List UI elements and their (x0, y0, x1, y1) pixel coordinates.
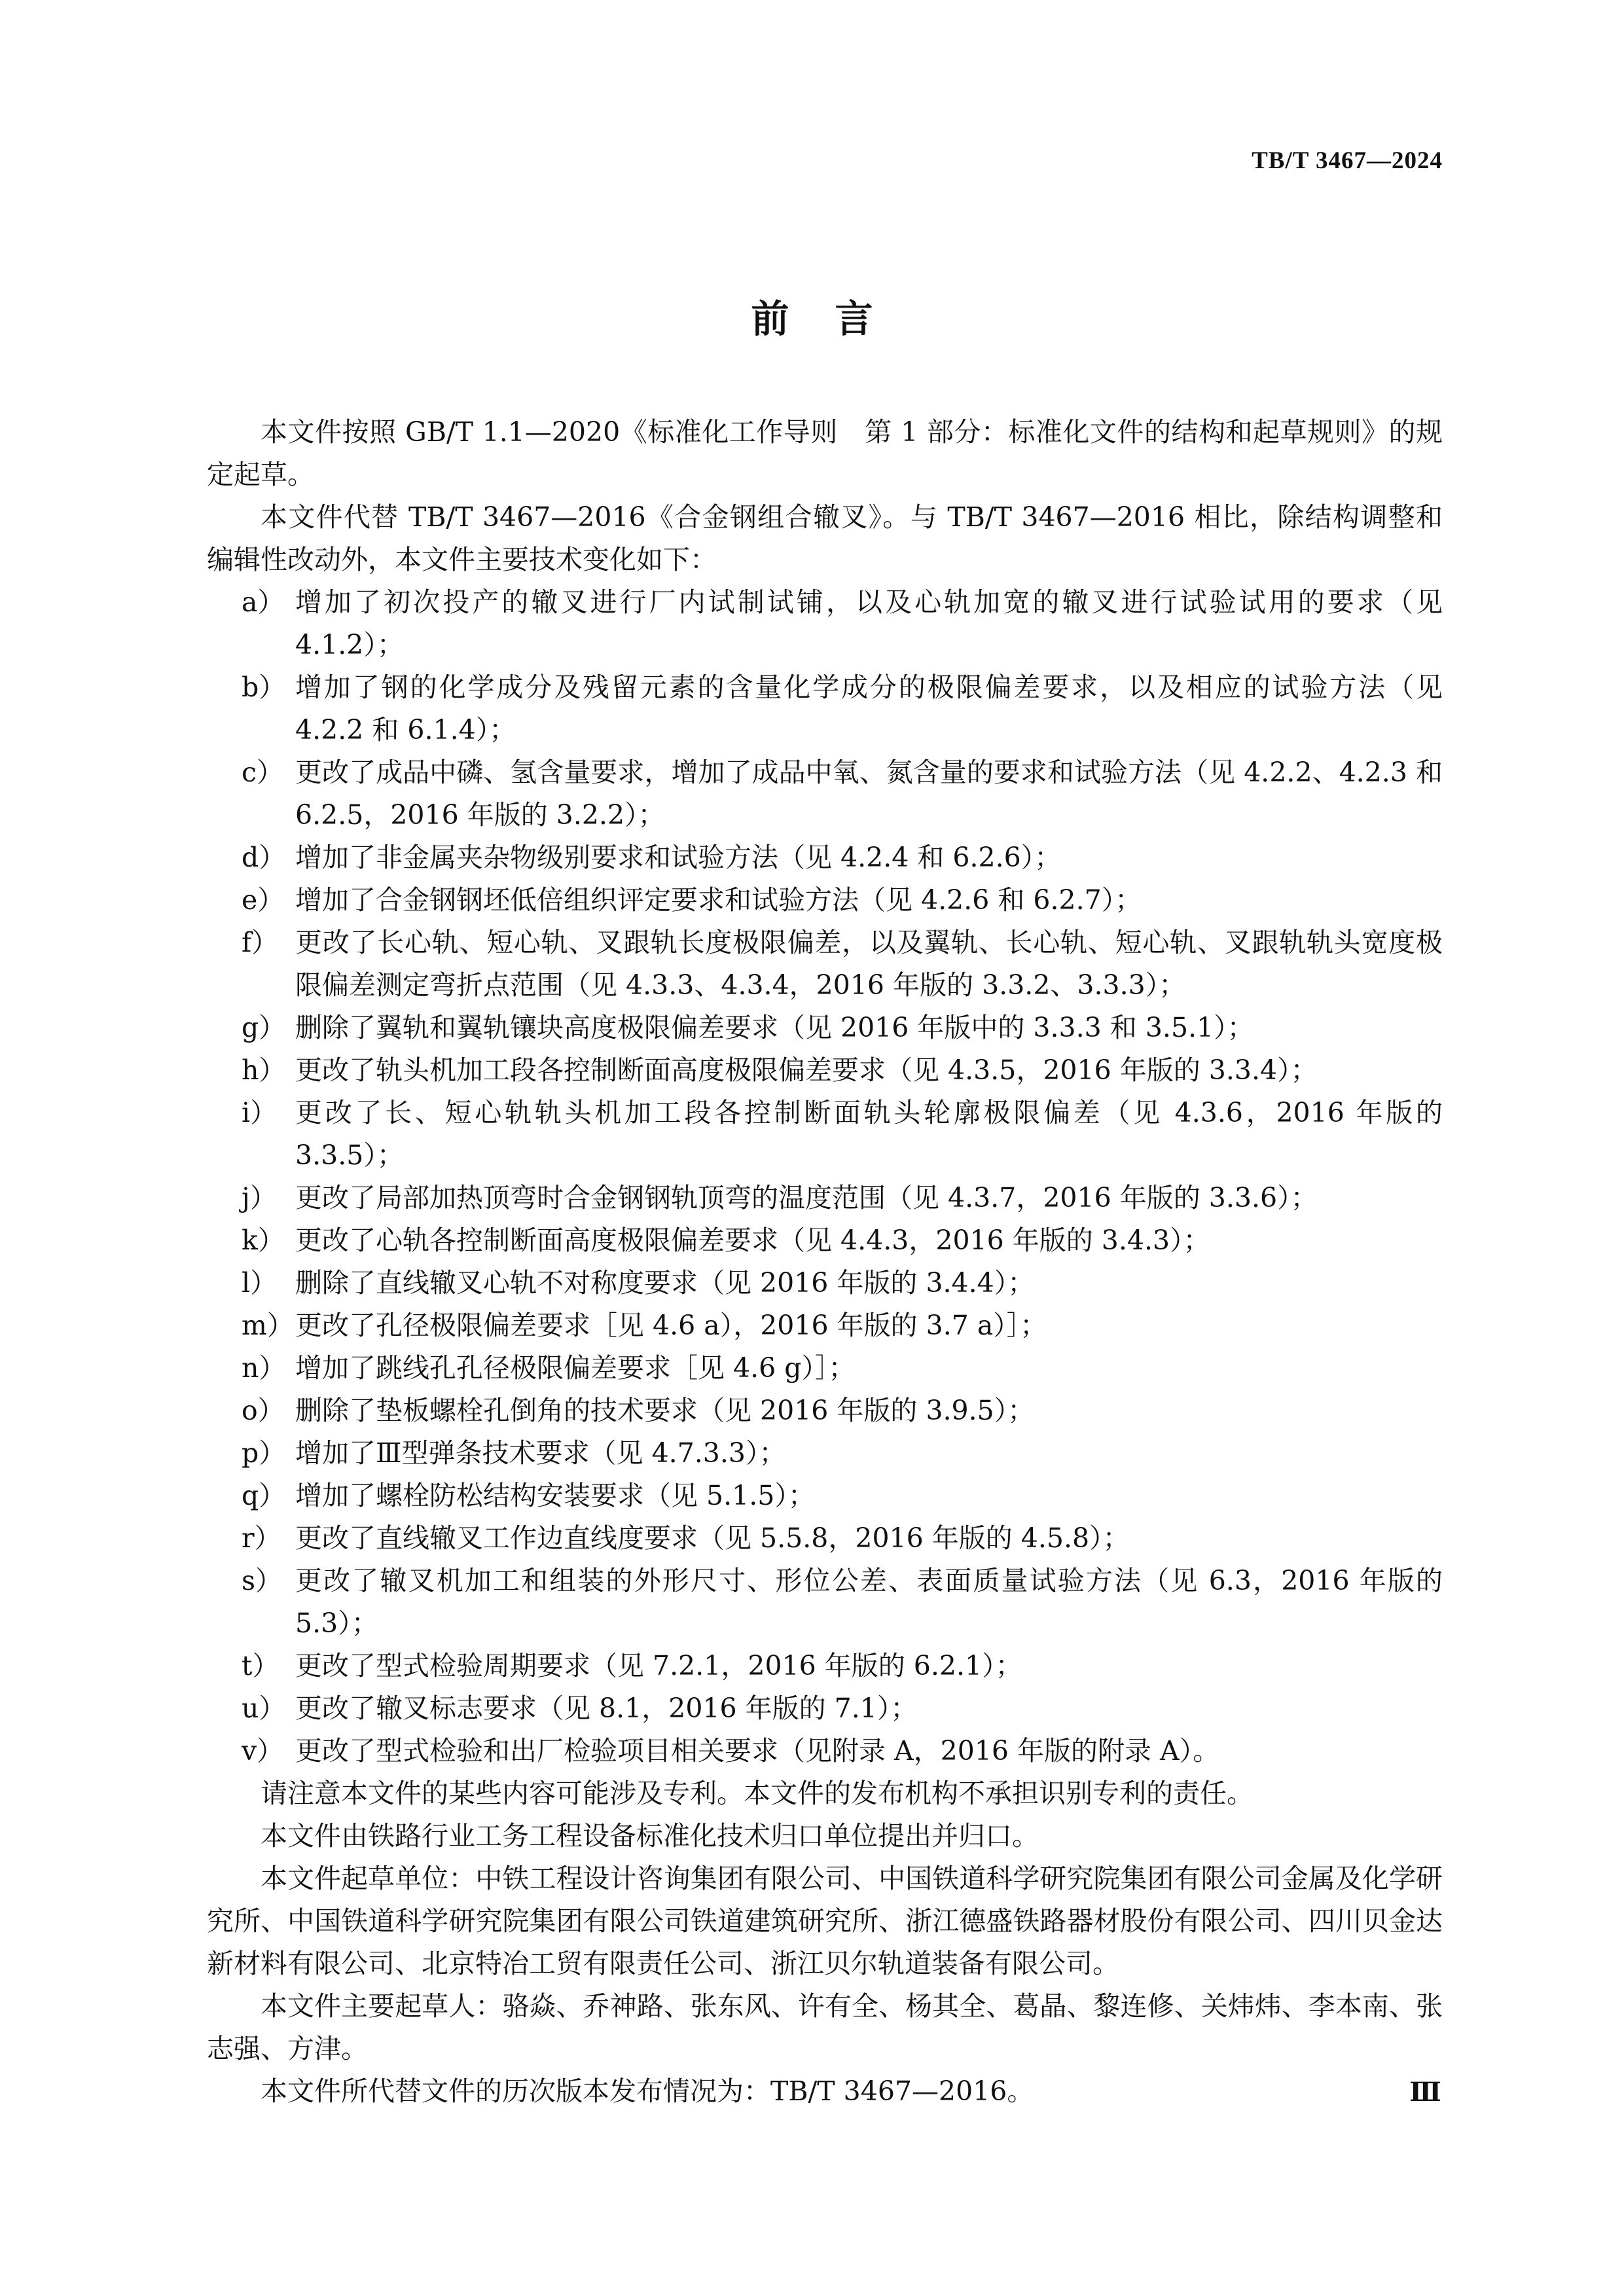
list-item (207, 1049, 1443, 1092)
list-item (207, 836, 1443, 879)
list-item-text: 更改了轨头机加工段各控制断面高度极限偏差要求（见 4.3.5，2016 年版的 3.3.4）； (295, 1054, 1318, 1086)
list-item-marker: s） (242, 1565, 283, 1596)
list-item-text: 删除了翼轨和翼轨镶块高度极限偏差要求（见 2016 年版中的 3.3.3 和 3.5.1）； (295, 1012, 1254, 1043)
list-item (207, 1432, 1443, 1475)
list-item-marker: q） (242, 1480, 286, 1511)
list-item (207, 1730, 1443, 1772)
list-item-text: 更改了局部加热顶弯时合金钢钢轨顶弯的温度范围（见 4.3.7，2016 年版的 3.3.6）； (295, 1182, 1318, 1213)
list-item-text: 删除了垫板螺栓孔倒角的技术要求（见 2016 年版的 3.9.5）； (295, 1395, 1035, 1426)
list-item-text: 更改了长心轨、短心轨、叉跟轨长度极限偏差，以及翼轨、长心轨、短心轨、叉跟轨轨头宽度极限偏差测定弯折点范围（见 4.3.3、4.3.4，2016 年版的 3.3.2、3.3.3）； (295, 927, 1443, 1001)
list-item (207, 1645, 1443, 1687)
list-item (207, 1219, 1443, 1262)
list-item-marker: n） (242, 1352, 286, 1384)
list-item-marker: b） (242, 672, 286, 703)
list-item-text: 增加了Ⅲ型弹条技术要求（见 4.7.3.3）； (295, 1437, 786, 1469)
intro-paragraph: 本文件按照 GB/T 1.1—2020《标准化工作导则 第 1 部分：标准化文件的结构和起草规则》的规定起草。 (207, 416, 1443, 490)
list-item-marker: m） (242, 1310, 294, 1341)
list-item-marker: h） (242, 1054, 286, 1086)
list-item (207, 1092, 1443, 1177)
list-item-marker: g） (242, 1012, 286, 1043)
list-item-marker: v） (242, 1735, 284, 1767)
list-item-marker: i） (242, 1097, 278, 1128)
list-item-text: 更改了心轨各控制断面高度极限偏差要求（见 4.4.3，2016 年版的 3.4.3）； (295, 1225, 1210, 1256)
list-item (207, 581, 1443, 666)
list-item-marker: c） (242, 757, 283, 788)
list-item (207, 1517, 1443, 1560)
document-body (207, 411, 1443, 2113)
page-title: 前言 (751, 296, 919, 341)
list-item-text: 更改了型式检验和出厂检验项目相关要求（见附录 A，2016 年版的附录 A）。 (295, 1735, 1220, 1767)
list-item-text: 更改了孔径极限偏差要求［见 4.6 a），2016 年版的 3.7 a）］； (295, 1310, 1047, 1341)
list-item-text: 更改了辙叉机加工和组装的外形尺寸、形位公差、表面质量试验方法（见 6.3，2016 年版的 5.3）； (295, 1565, 1443, 1639)
list-item (207, 1560, 1443, 1645)
list-item-marker: u） (242, 1693, 286, 1724)
list-item-text: 更改了型式检验周期要求（见 7.2.1，2016 年版的 6.2.1）； (295, 1650, 1022, 1681)
list-item-text: 更改了辙叉标志要求（见 8.1，2016 年版的 7.1）； (295, 1693, 918, 1724)
list-item-text: 增加了螺栓防松结构安装要求（见 5.1.5）； (295, 1480, 815, 1511)
list-item (207, 1347, 1443, 1390)
list-item (207, 751, 1443, 836)
list-item-text: 更改了长、短心轨轨头机加工段各控制断面轨头轮廓极限偏差（见 4.3.6，2016 年版的 3.3.5）； (295, 1097, 1443, 1171)
list-item (207, 879, 1443, 922)
list-item-marker: d） (242, 842, 286, 873)
drafting-units: 本文件起草单位：中铁工程设计咨询集团有限公司、中国铁道科学研究院集团有限公司金属及化学研究所、中国铁道科学研究院集团有限公司铁道建筑研究所、浙江德盛铁路器材股份有限公司、四川贝金达新材料有限公司、北京特冶工贸有限责任公司、浙江贝尔轨道装备有限公司。 (207, 1863, 1443, 1979)
list-item-marker: o） (242, 1395, 285, 1426)
version-history: 本文件所代替文件的历次版本发布情况为：TB/T 3467—2016。 (261, 2075, 1034, 2107)
list-item (207, 1177, 1443, 1219)
list-item-text: 增加了钢的化学成分及残留元素的含量化学成分的极限偏差要求，以及相应的试验方法（见 4.2.2 和 6.1.4）； (295, 672, 1443, 745)
list-item (207, 666, 1443, 751)
list-item-marker: k） (242, 1225, 285, 1256)
list-item-marker: j） (242, 1182, 277, 1213)
list-item-text: 增加了初次投产的辙叉进行厂内试制试铺，以及心轨加宽的辙叉进行试验试用的要求（见 4.1.2）； (295, 586, 1443, 660)
standard-code: TB/T 3467—2024 (1252, 147, 1443, 174)
list-item (207, 1390, 1443, 1432)
list-item-text: 增加了非金属夹杂物级别要求和试验方法（见 4.2.4 和 6.2.6）； (295, 842, 1062, 873)
list-item-text: 更改了直线辙叉工作边直线度要求（见 5.5.8，2016 年版的 4.5.8）； (295, 1522, 1130, 1554)
list-item-marker: t） (242, 1650, 280, 1681)
list-item-text: 增加了跳线孔孔径极限偏差要求［见 4.6 g）］； (295, 1352, 856, 1384)
list-item-marker: e） (242, 884, 285, 916)
list-item (207, 922, 1443, 1007)
patent-notice: 请注意本文件的某些内容可能涉及专利。本文件的发布机构不承担识别专利的责任。 (261, 1778, 1254, 1809)
changes-list (207, 581, 1443, 1772)
list-item-marker: p） (242, 1437, 286, 1469)
list-item-marker: f） (242, 927, 279, 958)
list-item (207, 1304, 1443, 1347)
list-item-text: 更改了成品中磷、氢含量要求，增加了成品中氧、氮含量的要求和试验方法（见 4.2.2、4.2.3 和 6.2.5，2016 年版的 3.2.2）； (295, 757, 1443, 831)
list-item (207, 1475, 1443, 1517)
list-item (207, 1262, 1443, 1304)
list-item-marker: l） (242, 1267, 278, 1299)
list-item-text: 增加了合金钢钢坯低倍组织评定要求和试验方法（见 4.2.6 和 6.2.7）； (295, 884, 1142, 916)
list-item (207, 1007, 1443, 1049)
intro-paragraph: 本文件代替 TB/T 3467—2016《合金钢组合辙叉》。与 TB/T 3467—2016 相比，除结构调整和编辑性改动外，本文件主要技术变化如下： (207, 501, 1443, 575)
drafters: 本文件主要起草人：骆焱、乔神路、张东风、许有全、杨其全、葛晶、黎连修、关炜炜、李本南、张志强、方津。 (207, 1990, 1443, 2064)
page-number: Ⅲ (1409, 2077, 1441, 2107)
proposal-statement: 本文件由铁路行业工务工程设备标准化技术归口单位提出并归口。 (261, 1820, 1039, 1852)
list-item-marker: r） (242, 1522, 281, 1554)
list-item (207, 1687, 1443, 1730)
list-item-marker: a） (242, 586, 285, 618)
list-item-text: 删除了直线辙叉心轨不对称度要求（见 2016 年版的 3.4.4）； (295, 1267, 1035, 1299)
